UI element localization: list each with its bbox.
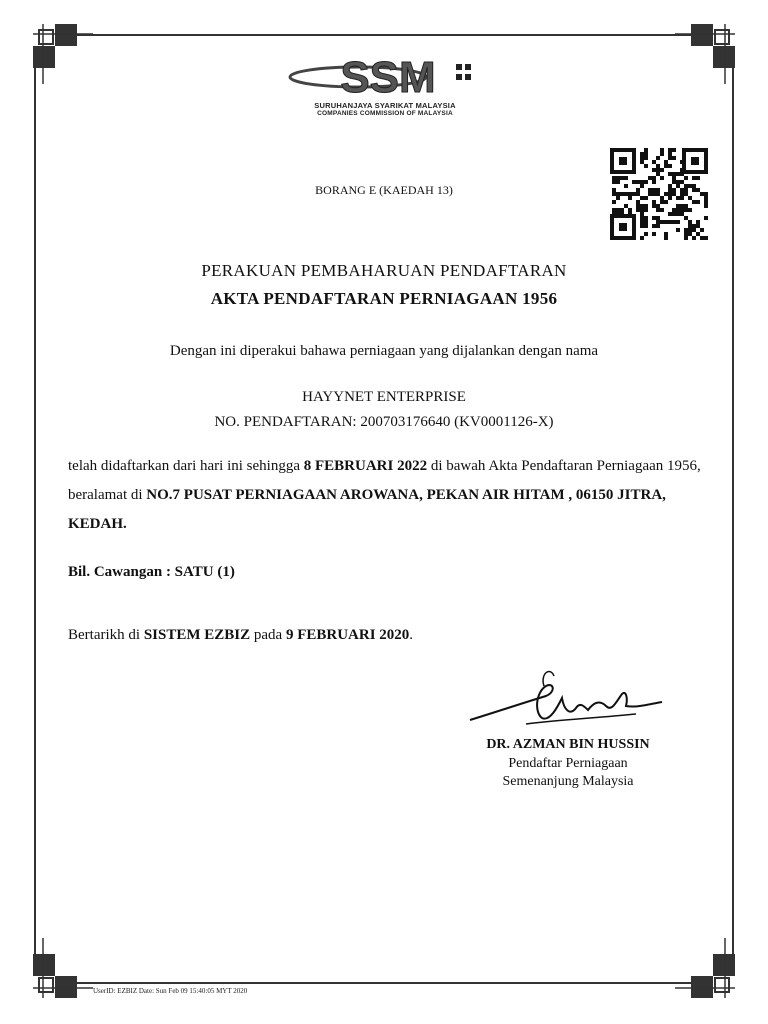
- certification-intro: Dengan ini diperakui bahawa perniagaan yang dijalankan dengan nama: [169, 343, 599, 359]
- corner-ornament-icon: [675, 938, 735, 998]
- certificate-title: PERAKUAN PEMBAHARUAN PENDAFTARAN: [201, 261, 567, 280]
- signature-icon: [466, 662, 666, 740]
- signatory-region: Semenanjung Malaysia: [502, 774, 634, 789]
- dated-middle: pada: [250, 627, 286, 643]
- signatory-name: DR. AZMAN BIN HUSSIN: [486, 737, 650, 752]
- border-bottom: [62, 982, 706, 984]
- dated-date: 9 FEBRUARI 2020: [285, 627, 410, 643]
- business-name: HAYYNET ENTERPRISE: [302, 389, 466, 405]
- corner-ornament-icon: [675, 24, 735, 84]
- expiry-date: 8 FEBRUARI 2022: [303, 458, 428, 474]
- body-middle: di bawah Akta Pendaftaran Perniagaan 1956, beralamat di: [68, 458, 701, 503]
- footer-metadata: UserID: EZBIZ Date: Sun Feb 09 15:40:05 MYT 2020: [93, 987, 248, 995]
- registration-details: [68, 452, 704, 539]
- border-top: [62, 34, 706, 36]
- body-prefix: telah didaftarkan dari hari ini sehingga: [68, 458, 304, 474]
- act-title: AKTA PENDAFTARAN PERNIAGAAN 1956: [210, 289, 558, 308]
- business-address: NO.7 PUSAT PERNIAGAAN AROWANA, PEKAN AIR HITAM , 06150 JITRA, KEDAH.: [68, 487, 666, 532]
- corner-ornament-icon: [33, 24, 93, 84]
- branch-count: Bil. Cawangan : SATU (1): [68, 564, 235, 580]
- dated-line: [68, 627, 413, 644]
- dated-system: SISTEM EZBIZ: [143, 627, 251, 643]
- form-code: BORANG E (KAEDAH 13): [315, 183, 453, 197]
- registration-number: NO. PENDAFTARAN: 200703176640 (KV0001126-X): [214, 414, 554, 430]
- logo-subtitle-english: COMPANIES COMMISSION OF MALAYSIA: [317, 110, 453, 117]
- dated-suffix: .: [409, 627, 414, 643]
- logo-mark: SSM: [340, 53, 436, 102]
- signatory-role: Pendaftar Perniagaan: [508, 756, 628, 771]
- dated-prefix: Bertarikh di: [68, 627, 144, 643]
- corner-ornament-icon: [33, 938, 93, 998]
- logo-subtitle-malay: SURUHANJAYA SYARIKAT MALAYSIA: [314, 101, 456, 110]
